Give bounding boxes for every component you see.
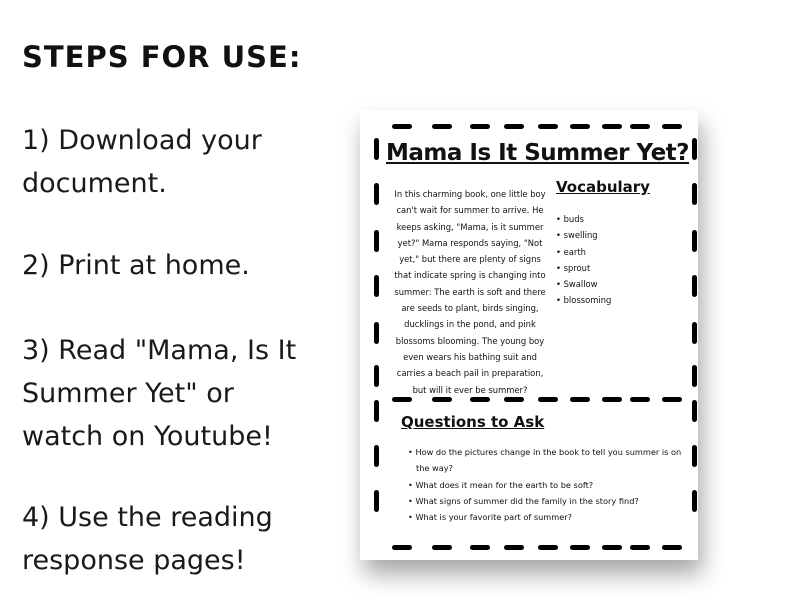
border-dash bbox=[630, 397, 650, 402]
vocab-item: • earth bbox=[556, 244, 611, 260]
border-dash bbox=[570, 397, 590, 402]
border-dash bbox=[374, 322, 379, 344]
border-dash bbox=[470, 545, 490, 550]
border-dash bbox=[432, 124, 452, 129]
border-dash bbox=[504, 124, 524, 129]
border-dash bbox=[538, 545, 558, 550]
vocab-item: • buds bbox=[556, 211, 611, 227]
question-item: • What does it mean for the earth to be soft? bbox=[408, 477, 688, 493]
border-dash bbox=[662, 397, 682, 402]
border-dash bbox=[692, 183, 697, 205]
step-2: 2) Print at home. bbox=[22, 250, 250, 281]
border-dash bbox=[374, 445, 379, 467]
question-item: • How do the pictures change in the book to tell you summer is on the way? bbox=[408, 444, 688, 477]
border-dash bbox=[392, 545, 412, 550]
vocab-item: • Swallow bbox=[556, 276, 611, 292]
border-dash bbox=[392, 397, 412, 402]
border-dash bbox=[570, 545, 590, 550]
border-dash bbox=[630, 545, 650, 550]
border-dash bbox=[692, 275, 697, 297]
border-dash bbox=[602, 124, 622, 129]
step-4: 4) Use the reading response pages! bbox=[22, 502, 273, 576]
question-item: • What is your favorite part of summer? bbox=[408, 509, 688, 525]
border-dash bbox=[692, 400, 697, 422]
border-dash bbox=[374, 400, 379, 422]
border-dash bbox=[538, 124, 558, 129]
border-dash bbox=[602, 545, 622, 550]
vocabulary-list bbox=[556, 211, 611, 309]
border-dash bbox=[692, 138, 697, 160]
vocab-item: • blossoming bbox=[556, 292, 611, 308]
book-summary: In this charming book, one little boy can't wait for summer to arrive. He keeps asking, "Mama, is it summer yet?" Mama responds saying, "Not yet," but there are plenty of signs that indicate spring is changing into summer: The earth is soft and there are seeds to plant, birds singing, ducklings in the pond, and pink blossoms blooming. The young boy even wears his bathing suit and carries a beach pail in preparation, but will it ever be summer? bbox=[394, 189, 546, 395]
border-dash bbox=[662, 124, 682, 129]
border-dash bbox=[470, 124, 490, 129]
border-dash bbox=[602, 397, 622, 402]
border-dash bbox=[538, 397, 558, 402]
worksheet-title: Mama Is It Summer Yet? bbox=[386, 140, 690, 166]
question-item: • What signs of summer did the family in the story find? bbox=[408, 493, 688, 509]
border-dash bbox=[692, 365, 697, 387]
vocabulary-heading: Vocabulary bbox=[556, 178, 650, 196]
border-dash bbox=[504, 397, 524, 402]
vocab-item: • sprout bbox=[556, 260, 611, 276]
vocab-item: • swelling bbox=[556, 227, 611, 243]
border-dash bbox=[692, 322, 697, 344]
border-dash bbox=[570, 124, 590, 129]
step-3: 3) Read "Mama, Is It Summer Yet" or watch on Youtube! bbox=[22, 335, 297, 452]
step-1: 1) Download your document. bbox=[22, 125, 262, 199]
border-dash bbox=[692, 490, 697, 512]
border-dash bbox=[630, 124, 650, 129]
worksheet-preview bbox=[360, 110, 698, 560]
border-dash bbox=[692, 230, 697, 252]
questions-heading: Questions to Ask bbox=[401, 413, 545, 431]
border-dash bbox=[504, 545, 524, 550]
border-dash bbox=[374, 490, 379, 512]
border-dash bbox=[432, 545, 452, 550]
border-dash bbox=[470, 397, 490, 402]
border-dash bbox=[374, 275, 379, 297]
border-dash bbox=[374, 365, 379, 387]
border-dash bbox=[662, 545, 682, 550]
border-dash bbox=[432, 397, 452, 402]
steps-heading: STEPS FOR USE: bbox=[22, 40, 302, 74]
border-dash bbox=[692, 445, 697, 467]
questions-list bbox=[408, 444, 688, 525]
border-dash bbox=[374, 230, 379, 252]
border-dash bbox=[374, 138, 379, 160]
border-dash bbox=[374, 183, 379, 205]
border-dash bbox=[392, 124, 412, 129]
